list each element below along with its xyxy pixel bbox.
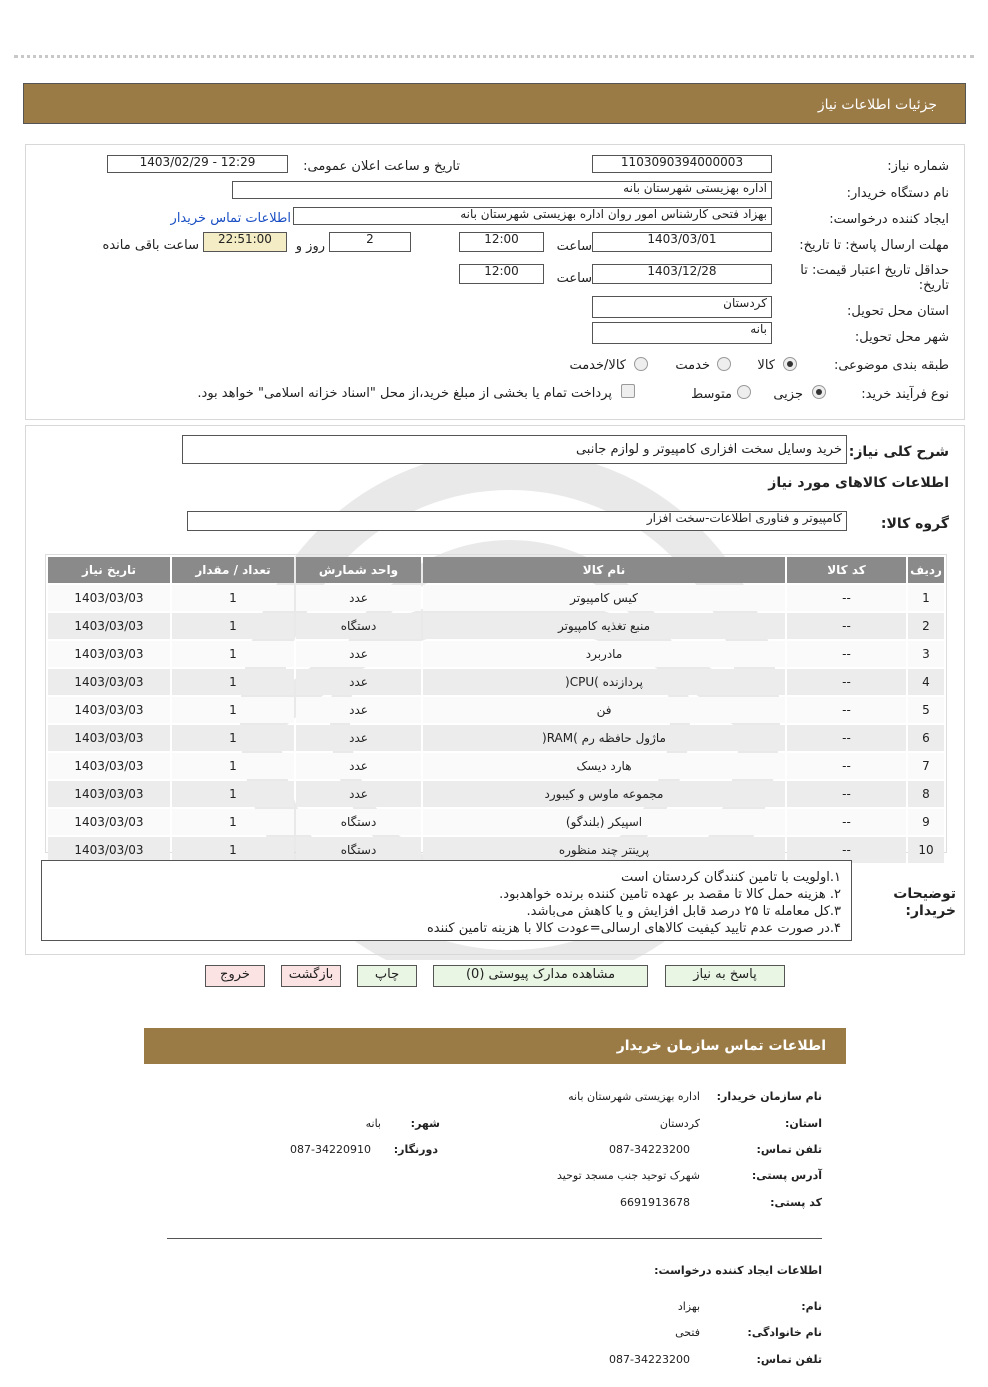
contact-postal-label: کد پستی: [770, 1196, 822, 1209]
table-cell: 9 [908, 809, 944, 835]
process-minor-label: جزیی [773, 387, 803, 402]
table-cell: 1 [172, 641, 294, 667]
table-cell: عدد [296, 725, 421, 751]
table-cell: فن [423, 697, 785, 723]
contact-divider [167, 1238, 822, 1239]
table-row [48, 781, 944, 807]
reply-button[interactable]: پاسخ به نیاز [665, 965, 785, 987]
table-cell: -- [787, 725, 906, 751]
table-cell: عدد [296, 585, 421, 611]
contact-postal: 6691913678 [620, 1196, 690, 1209]
table-cell: 1403/03/03 [48, 725, 170, 751]
table-cell: 2 [908, 613, 944, 639]
goods-table-frame [45, 554, 947, 857]
table-cell: 4 [908, 669, 944, 695]
announce-label: تاریخ و ساعت اعلان عمومی: [303, 159, 460, 174]
table-cell: عدد [296, 641, 421, 667]
table-cell: دستگاه [296, 809, 421, 835]
table-cell: 1403/03/03 [48, 613, 170, 639]
category-label: طبقه بندی موضوعی: [833, 358, 949, 373]
province-field: کردستان [592, 296, 772, 318]
table-cell: 7 [908, 753, 944, 779]
table-cell: مجموعه ماوس و کیبورد [423, 781, 785, 807]
attachments-button[interactable]: مشاهده مدارک پیوستی (0) [433, 965, 648, 987]
table-cell: 1403/03/03 [48, 669, 170, 695]
table-cell: هارد دیسک [423, 753, 785, 779]
exit-button[interactable]: خروج [205, 965, 265, 987]
process-minor-radio[interactable] [812, 385, 826, 399]
deadline-date-field: 1403/03/01 [592, 232, 772, 252]
table-cell: -- [787, 669, 906, 695]
table-row [48, 697, 944, 723]
city-label: شهر محل تحویل: [854, 330, 949, 345]
contact-fax-label: دورنگار: [393, 1143, 438, 1156]
creator-label: ایجاد کننده درخواست: [829, 212, 949, 227]
city-field: بانه [592, 322, 772, 344]
treasury-payment-note: پرداخت تمام یا بخشی از مبلغ خرید،از محل "اسناد خزانه اسلامی" خواهد بود. [197, 386, 612, 401]
col-code: کد کالا [787, 557, 906, 583]
creator-section-title: اطلاعات ایجاد کننده درخواست: [654, 1264, 822, 1277]
table-cell: 1403/03/03 [48, 697, 170, 723]
table-cell: 6 [908, 725, 944, 751]
treasury-payment-checkbox[interactable] [621, 384, 635, 398]
buyer-notes-field [41, 860, 852, 941]
table-row [48, 613, 944, 639]
need-number-field: 1103090394000003 [592, 155, 772, 173]
details-header [23, 83, 966, 124]
table-cell: -- [787, 585, 906, 611]
table-cell: 1 [172, 725, 294, 751]
contact-address: شهرک توحید جنب مسجد توحید [557, 1169, 700, 1182]
contact-address-label: آدرس پستی: [751, 1169, 822, 1182]
deadline-time-label: ساعت [556, 239, 592, 254]
table-cell: -- [787, 781, 906, 807]
note-line: ۲. هزینه حمل کالا تا مقصد بر عهده تامین کننده برنده خواهدبود. [499, 887, 841, 902]
creator-family: فتحی [675, 1326, 700, 1339]
days-field: 2 [329, 232, 411, 252]
table-row [48, 725, 944, 751]
days-label: روز و [295, 239, 325, 254]
summary-field: خرید وسایل سخت افزاری کامپیوتر و لوازم جانبی [182, 435, 847, 464]
table-cell: 1403/03/03 [48, 781, 170, 807]
table-cell: عدد [296, 753, 421, 779]
creator-name: بهزاد [677, 1300, 700, 1313]
table-cell: -- [787, 837, 906, 863]
contact-fax: 087-34220910 [290, 1143, 371, 1156]
category-goods-label: کالا [757, 358, 775, 373]
table-cell: -- [787, 809, 906, 835]
table-cell: پرینتر چند منظوره [423, 837, 785, 863]
table-cell: عدد [296, 669, 421, 695]
category-service-label: خدمت [675, 358, 710, 373]
page-title: جزئیات اطلاعات نیاز [817, 97, 937, 113]
table-row [48, 641, 944, 667]
table-cell: عدد [296, 781, 421, 807]
province-label: استان محل تحویل: [847, 304, 949, 319]
back-button[interactable]: بازگشت [281, 965, 341, 987]
goods-info-title: اطلاعات کالاهای مورد نیاز [768, 475, 949, 491]
col-unit: واحد شمارش [296, 557, 421, 583]
contact-city-label: شهر: [410, 1117, 440, 1130]
table-row [48, 585, 944, 611]
category-both-radio[interactable] [634, 357, 648, 371]
col-date: تاریخ نیاز [48, 557, 170, 583]
table-header-row [48, 557, 944, 583]
table-cell: 5 [908, 697, 944, 723]
table-cell: 1 [172, 753, 294, 779]
creator-family-label: نام خانوادگی: [747, 1326, 822, 1339]
table-cell: -- [787, 697, 906, 723]
table-cell: دستگاه [296, 613, 421, 639]
col-qty: تعداد / مقدار [172, 557, 294, 583]
contact-header [144, 1028, 846, 1064]
table-cell: -- [787, 753, 906, 779]
process-medium-label: متوسط [691, 387, 732, 402]
table-cell: 1403/03/03 [48, 809, 170, 835]
table-row [48, 809, 944, 835]
process-label: نوع فرآیند خرید: [861, 387, 949, 402]
table-cell: 1 [908, 585, 944, 611]
table-cell: اسپیکر (بلندگو) [423, 809, 785, 835]
process-medium-radio[interactable] [737, 385, 751, 399]
validity-time-label: ساعت [556, 271, 592, 286]
validity-label: حداقل تاریخ اعتبار قیمت: تا تاریخ: [800, 263, 949, 293]
creator-field: بهزاد فتحی کارشناس امور روان اداره بهزیستی شهرستان بانه [293, 207, 772, 225]
buyer-contact-link[interactable]: اطلاعات تماس خریدار [170, 211, 291, 226]
category-both-label: کالا/خدمت [569, 358, 626, 373]
validity-time-field: 12:00 [459, 264, 544, 284]
contact-title: اطلاعات تماس سازمان خریدار [616, 1038, 826, 1054]
buyer-notes-label: توضیحات خریدار: [893, 886, 956, 919]
table-cell: -- [787, 613, 906, 639]
creator-name-label: نام: [801, 1300, 822, 1313]
table-cell: -- [787, 641, 906, 667]
table-cell: 10 [908, 837, 944, 863]
table-row [48, 669, 944, 695]
goods-group-field: کامپیوتر و فناوری اطلاعات-سخت افزار [187, 511, 847, 531]
contact-org-label: نام سازمان خریدار: [716, 1090, 822, 1103]
contact-org: اداره بهزیستی شهرستان بانه [568, 1090, 700, 1103]
contact-province: کردستان [659, 1117, 700, 1130]
table-cell: مادربرد [423, 641, 785, 667]
goods-table [46, 555, 946, 865]
summary-label: شرح کلی نیاز: [848, 444, 949, 460]
goods-group-label: گروه کالا: [880, 516, 949, 532]
contact-city: بانه [365, 1117, 381, 1130]
category-service-radio[interactable] [717, 357, 731, 371]
table-cell: 1 [172, 613, 294, 639]
top-divider [14, 55, 974, 58]
table-cell: 1 [172, 585, 294, 611]
contact-phone-label: تلفن تماس: [756, 1143, 822, 1156]
category-goods-radio[interactable] [783, 357, 797, 371]
announce-field: 1403/02/29 - 12:29 [107, 155, 288, 173]
table-cell: منبع تغذیه کامپیوتر [423, 613, 785, 639]
table-cell: عدد [296, 697, 421, 723]
buyer-org-field: اداره بهزیستی شهرستان بانه [232, 181, 772, 199]
col-name: نام کالا [423, 557, 785, 583]
deadline-time-field: 12:00 [459, 232, 544, 252]
remaining-time-field: 22:51:00 [203, 232, 287, 252]
print-button[interactable]: چاپ [357, 965, 417, 987]
table-cell: 1403/03/03 [48, 837, 170, 863]
table-cell: ماژول حافظه رم )RAM( [423, 725, 785, 751]
table-cell: 1403/03/03 [48, 753, 170, 779]
need-number-label: شماره نیاز: [887, 159, 949, 174]
table-cell: 1403/03/03 [48, 641, 170, 667]
table-cell: 1 [172, 669, 294, 695]
table-cell: پردازنده )CPU( [423, 669, 785, 695]
table-cell: 1 [172, 809, 294, 835]
table-cell: 1 [172, 837, 294, 863]
table-cell: دستگاه [296, 837, 421, 863]
note-line: ۱.اولویت با تامین کنندگان کردستان است [621, 870, 841, 885]
table-cell: کیس کامپیوتر [423, 585, 785, 611]
buyer-org-label: نام دستگاه خریدار: [846, 186, 949, 201]
creator-phone-label: تلفن تماس: [756, 1353, 822, 1366]
table-cell: 1 [172, 697, 294, 723]
note-line: ۴.در صورت عدم تایید کیفیت کالاهای ارسالی=عودت کالا با هزینه تامین کننده [426, 921, 841, 936]
table-cell: 8 [908, 781, 944, 807]
contact-phone: 087-34223200 [609, 1143, 690, 1156]
contact-province-label: استان: [785, 1117, 822, 1130]
note-line: ۳.کل معامله تا ۲۵ درصد قابل افزایش و یا کاهش می‌باشد. [526, 904, 841, 919]
deadline-label: مهلت ارسال پاسخ: تا تاریخ: [799, 238, 949, 253]
creator-phone: 087-34223200 [609, 1353, 690, 1366]
col-row: ردیف [908, 557, 944, 583]
remaining-label: ساعت باقی مانده [102, 238, 199, 253]
table-cell: 1403/03/03 [48, 585, 170, 611]
table-row [48, 753, 944, 779]
table-cell: 1 [172, 781, 294, 807]
table-cell: 3 [908, 641, 944, 667]
validity-date-field: 1403/12/28 [592, 264, 772, 284]
